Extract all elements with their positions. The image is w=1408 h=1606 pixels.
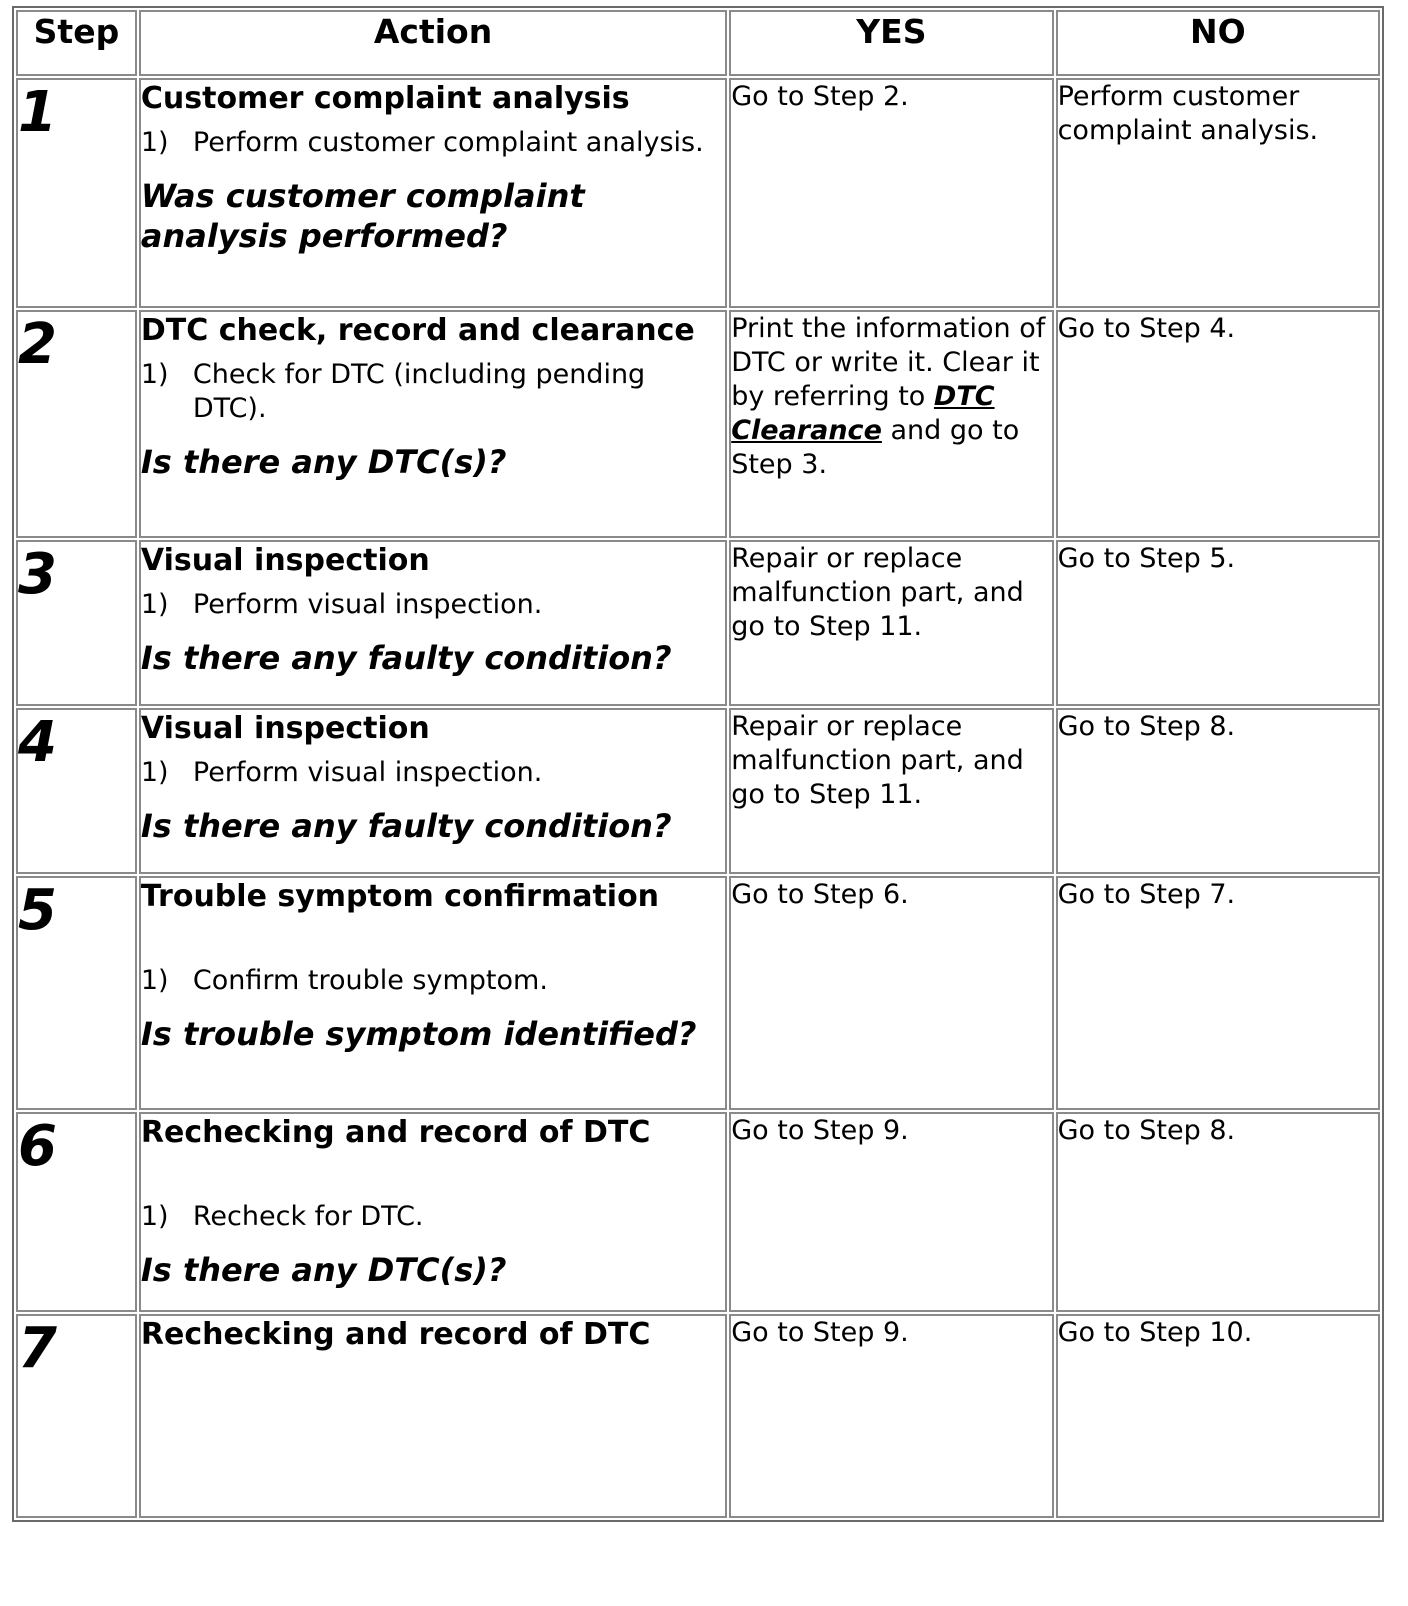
no-cell: Go to Step 4.: [1056, 310, 1380, 538]
header-yes: YES: [729, 10, 1053, 76]
action-item: [141, 358, 725, 426]
action-cell: [139, 540, 727, 706]
table-row-step-1: [16, 78, 1380, 308]
diagnostic-flow-table: [12, 6, 1384, 1522]
action-item: [141, 588, 725, 622]
action-title: Visual inspection: [140, 543, 430, 578]
step-number: 6: [16, 1112, 137, 1312]
action-title: Customer complaint analysis: [140, 81, 630, 116]
header-action: Action: [139, 10, 727, 76]
action-cell: [139, 708, 727, 874]
action-cell: [139, 78, 727, 308]
spacer: [141, 916, 725, 956]
action-title: Trouble symptom confirmation: [140, 879, 660, 914]
step-number: 5: [16, 876, 137, 1110]
step-number: 1: [16, 78, 137, 308]
diagnostic-flow-table-frame: [12, 6, 1384, 1606]
yes-cell: Repair or replace malfunction part, and go to Step 11.: [729, 540, 1053, 706]
action-question: Is trouble symptom identified?: [140, 1015, 697, 1053]
step-number: 3: [16, 540, 137, 706]
no-cell: Go to Step 8.: [1056, 708, 1380, 874]
action-item: [141, 1200, 725, 1234]
action-item-text: Confirm trouble symptom.: [192, 965, 548, 996]
action-cell: [139, 1314, 727, 1518]
action-cell: [139, 1112, 727, 1312]
action-item: [141, 126, 725, 160]
action-item-number: 1): [140, 359, 169, 390]
no-cell: Go to Step 5.: [1056, 540, 1380, 706]
action-question: Is there any DTC(s)?: [140, 443, 507, 481]
yes-cell: Go to Step 2.: [729, 78, 1053, 308]
no-cell: Go to Step 10.: [1056, 1314, 1380, 1518]
no-cell: Perform customer complaint analysis.: [1056, 78, 1380, 308]
yes-cell: Repair or replace malfunction part, and go to Step 11.: [729, 708, 1053, 874]
yes-cell: Go to Step 9.: [729, 1314, 1053, 1518]
step-number: 4: [16, 708, 137, 874]
action-item-text: Recheck for DTC.: [192, 1201, 424, 1232]
table-row-step-6: [16, 1112, 1380, 1312]
action-title: Visual inspection: [140, 711, 430, 746]
no-cell: Go to Step 8.: [1056, 1112, 1380, 1312]
action-title: DTC check, record and clearance: [140, 313, 695, 348]
action-question: Is there any DTC(s)?: [140, 1251, 507, 1289]
action-item-number: 1): [140, 965, 169, 996]
table-row-step-4: [16, 708, 1380, 874]
header-step: Step: [16, 10, 137, 76]
table-row-step-2: [16, 310, 1380, 538]
table-row-step-5: [16, 876, 1380, 1110]
header-no: NO: [1056, 10, 1380, 76]
table-row-step-7: [16, 1314, 1380, 1518]
step-number: 2: [16, 310, 137, 538]
header-row: [16, 10, 1380, 76]
action-question: Is there any faulty condition?: [140, 807, 672, 845]
action-question: Is there any faulty condition?: [140, 639, 672, 677]
table-row-step-3: [16, 540, 1380, 706]
yes-cell: Go to Step 9.: [729, 1112, 1053, 1312]
action-title: Rechecking and record of DTC: [140, 1317, 651, 1352]
yes-text-after-link: and go to Step 3.: [731, 415, 1020, 480]
step-number: 7: [16, 1314, 137, 1518]
action-item-number: 1): [140, 1201, 169, 1232]
yes-cell: Go to Step 6.: [729, 876, 1053, 1110]
action-item-text: Perform visual inspection.: [192, 589, 543, 620]
action-cell: [139, 876, 727, 1110]
action-cell: [139, 310, 727, 538]
action-item-text: Check for DTC (including pending DTC).: [192, 359, 646, 424]
no-cell: Go to Step 7.: [1056, 876, 1380, 1110]
action-item-number: 1): [140, 589, 169, 620]
spacer: [141, 1152, 725, 1192]
action-item: [141, 964, 725, 998]
action-item-number: 1): [140, 757, 169, 788]
action-item-number: 1): [140, 127, 169, 158]
action-title: Rechecking and record of DTC: [140, 1115, 651, 1150]
action-item-text: Perform customer complaint analysis.: [192, 127, 704, 158]
action-item-text: Perform visual inspection.: [192, 757, 543, 788]
dtc-clearance-link[interactable]: DTC Clearance: [731, 381, 995, 446]
yes-text-before-link: Print the information of DTC or write it. Clear it by referring to: [731, 313, 1046, 412]
action-item: [141, 756, 725, 790]
yes-cell: [729, 310, 1053, 538]
action-question: Was customer complaint analysis performed?: [140, 177, 585, 255]
